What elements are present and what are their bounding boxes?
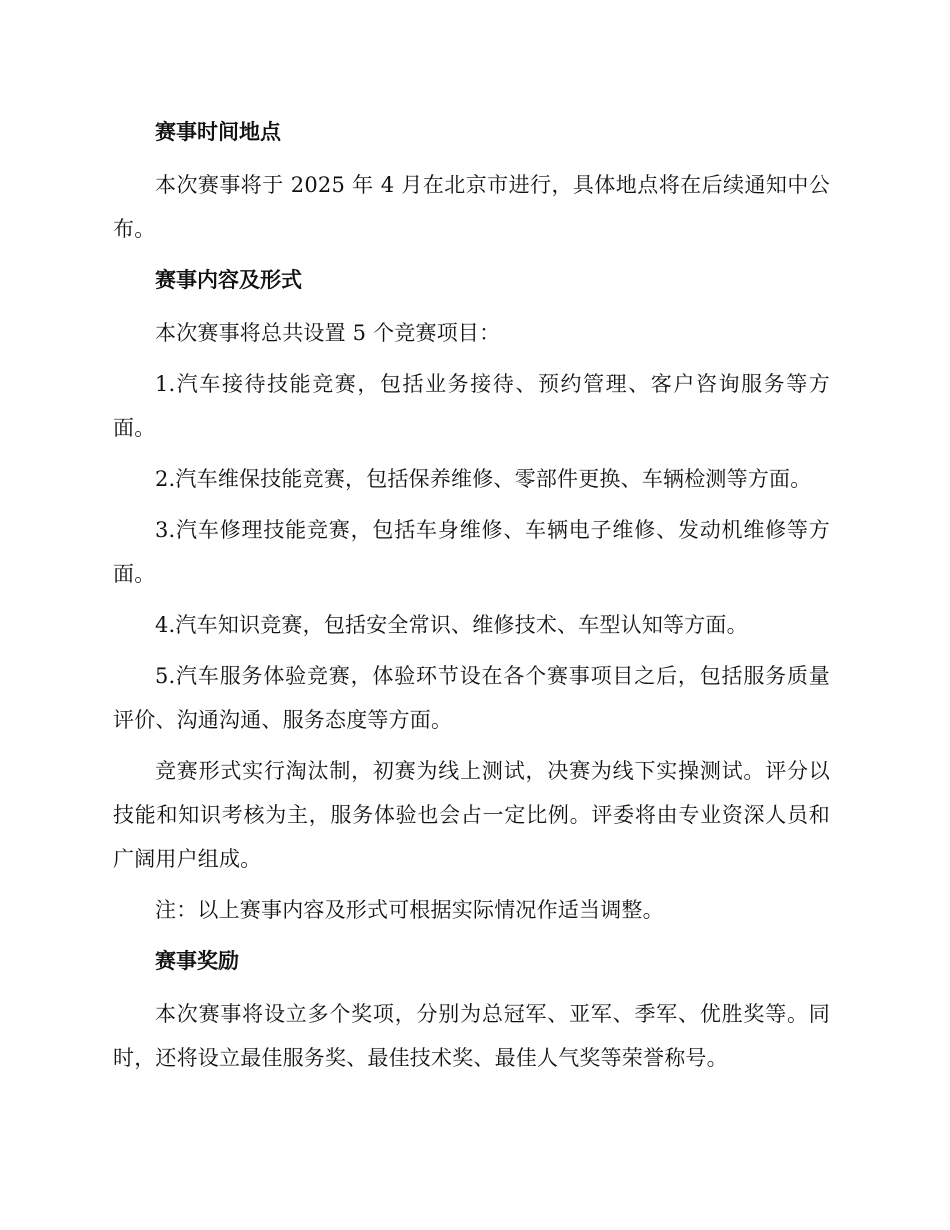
document-body: [113, 110, 830, 1087]
paragraph: 本次赛事将总共设置 5 个竞赛项目：: [155, 321, 501, 345]
list-item: 1.汽车接待技能竞赛，包括业务接待、预约管理、客户咨询服务等方面。: [113, 372, 830, 440]
section-heading-time-place: 赛事时间地点: [155, 119, 281, 144]
paragraph: 竞赛形式实行淘汰制，初赛为线上测试，决赛为线下实操测试。评分以技能和知识考核为主，服务体验也会占一定比例。评委将由专业资深人员和广阔用户组成。: [113, 759, 830, 871]
note-paragraph: 注：以上赛事内容及形式可根据实际情况作适当调整。: [155, 898, 664, 922]
paragraph: 本次赛事将于 2025 年 4 月在北京市进行，具体地点将在后续通知中公布。: [113, 173, 830, 241]
section-heading-content-format: 赛事内容及形式: [155, 267, 302, 292]
section-heading-awards: 赛事奖励: [155, 948, 239, 973]
list-item: 3.汽车修理技能竞赛，包括车身维修、车辆电子维修、发动机维修等方面。: [113, 518, 830, 586]
list-item: 5.汽车服务体验竞赛，体验环节设在各个赛事项目之后，包括服务质量评价、沟通沟通、服务态度等方面。: [113, 664, 830, 732]
list-item: 4.汽车知识竞赛，包括安全常识、维修技术、车型认知等方面。: [155, 613, 748, 637]
paragraph: 本次赛事将设立多个奖项，分别为总冠军、亚军、季军、优胜奖等。同时，还将设立最佳服务奖、最佳技术奖、最佳人气奖等荣誉称号。: [113, 1002, 830, 1070]
list-item: 2.汽车维保技能竞赛，包括保养维修、零部件更换、车辆检测等方面。: [155, 467, 812, 491]
